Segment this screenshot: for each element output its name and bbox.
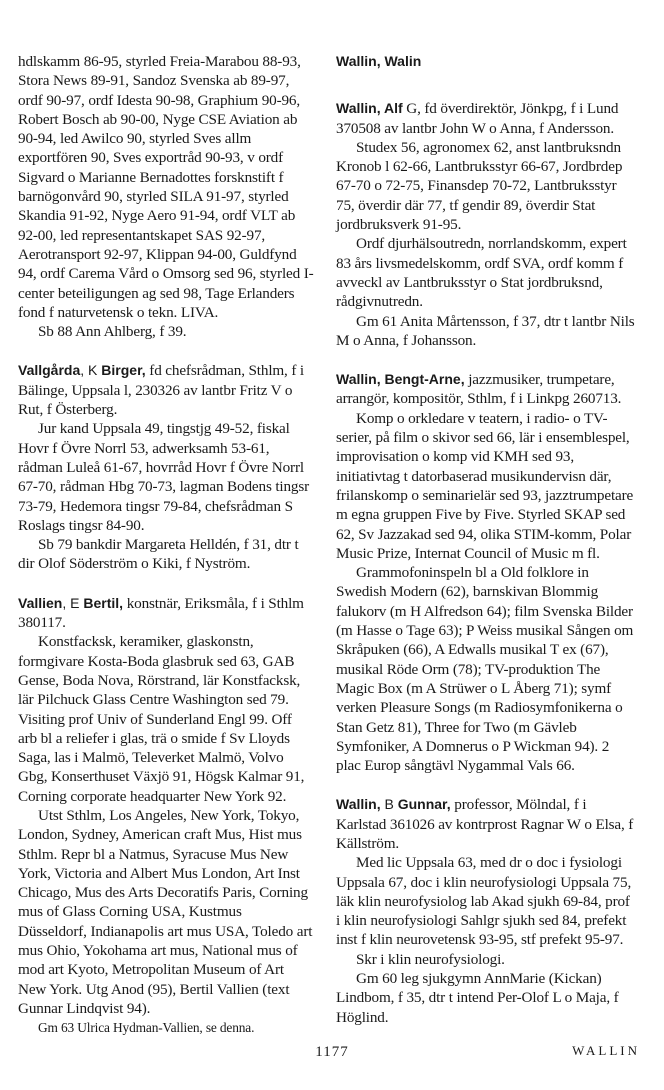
entry-tasks: Ordf djurhälsoutredn, norrlandskomm, expert 83 års livsmedelskomm, ordf SVA, ordf komm f avveckl av Lantbruksstyr o Stat jordbruksnd, rådgivnutredn. [336, 235, 627, 311]
entry-wallin-alf [336, 99, 636, 350]
entry-career: Konstfacksk, keramiker, glaskonstn, formgivare Kosta-Boda glasbruk sed 63, GAB Gense, Boda Nova, Rörstrand, lär Konstfacksk, lär Pilchuck Glass Centre Washington sed 79. Visiting prof Univ of Sunderland Engl 99. Off arb bl a reliefer i glas, trä o smide f Sv Lloyds Saga, las i Malmö, Televerket Malmö, Volvo Gbg, Konserthuset Växjö 91, Högsk Kalmar 91, Corning corporate headquarter New York 92. [18, 633, 305, 805]
entry-intro [336, 99, 636, 138]
entry-intro-text: G, fd överdirektör, Jönkpg, f i Lund 370508 av lantbr John W o Anna, f Andersson. [336, 100, 619, 137]
running-head: WALLIN [572, 1043, 640, 1058]
entry-vallgarda [18, 361, 314, 573]
entry-career: hdlskamm 86-95, styrled Freia-Marabou 88-93, Stora News 89-91, Sandoz Svenska ab 89-97, ordf 90-97, ordf Idesta 90-98, Graphium 90-96, Robert Bosch ab 90-00, Nyge CSE Aviation ab 90-94, led Awilco 90, styrled Sves allm exportfören 90, Sves exportråd 90-93, v ordf Sigvard o Marianne Bernadottes forsknstift f barnögonvård 90, styrled SILA 91-97, styrled Skandia 91-92, Nyge Aero 91-94, ordf VLT ab 92-00, led representantskapet SAS 92-97, Aerotransport 92-97, Klippan 94-00, Guldfynd 94, ordf Carema Vård o Omsorg sed 96, styrled I-center beteiligungen ag sed 98, Tage Erlanders fond f naturvetensk o tekn. LIVA. [18, 53, 314, 321]
entry-career: Med lic Uppsala 63, med dr o doc i fysiologi Uppsala 67, doc i klin neurofysiologi Uppsala 75, läk klin neurofysiolog lab Akad sjukh 69-84, prof i klin neurofysiologi Sahlgr sjukh sed 84, prefekt inst f klin neurovetensk 93-95, stf prefekt 95-97. [336, 854, 632, 949]
entry-career: Studex 56, agronomex 62, anst lantbruksndn Kronob l 62-66, Lantbruksstyr 66-67, Jordbrdep 67-70 o 72-75, Finansdep 70-72, Lantbruksstyr 75, överdir där 77, tf gendir 89, överdir Stat jordbruksverk 91-95. [336, 138, 623, 234]
entry-intro-text: jazzmusiker, trumpetare, arrangör, kompositör, Sthlm, f i Linkpg 260713. [336, 371, 622, 408]
entry-intro-text: professor, Mölndal, f i Karlstad 361026 av kontrprost Ragnar W o Elsa, f Källström. [336, 796, 634, 852]
entry-family: Gm 61 Anita Mårtensson, f 37, dtr t lantbr Nils M o Anna, f Johansson. [336, 312, 635, 349]
entry-family: Gm 63 Ulrica Hydman-Vallien, se denna. [38, 1020, 255, 1036]
cross-reference-heading: Wallin, Walin [336, 53, 422, 69]
entry-intro [18, 361, 314, 419]
entry-wallin-gunnar [336, 795, 636, 1027]
entry-writings: Skr i klin neurofysiologi. [356, 950, 505, 968]
entry-surname: Wallin, [336, 796, 381, 813]
entry-intro [336, 795, 636, 853]
entry-intro-text: fd chefsrådman, Sthlm, f i Bälinge, Uppsala l, 230326 av lantbr Fritz V o Rut, f Österberg. [18, 362, 304, 419]
left-column [18, 52, 314, 1058]
entry-given-name: Gunnar, [397, 796, 451, 813]
entry-given-name: Bertil, [83, 594, 124, 611]
entry-given-name: Birger, [101, 362, 146, 379]
entry-vallien [18, 594, 314, 1038]
entry-family: Gm 60 leg sjukgymn AnnMarie (Kickan) Lindbom, f 35, dtr t intend Per-Olof L o Maja, f Höglind. [336, 970, 619, 1026]
entry-initial: B [380, 796, 398, 813]
entry-intro-text: konstnär, Eriksmåla, f i Sthlm 380117. [18, 594, 304, 632]
entry-surname: Vallien [18, 594, 63, 611]
page-number: 1177 [315, 1044, 349, 1060]
entry-name: Wallin, Bengt-Arne, [336, 371, 465, 388]
entry-initial: , E [62, 594, 84, 611]
entry-initial: , K [80, 362, 102, 379]
entry-surname: Wallin, [336, 100, 381, 117]
entry-given-name: Alf [380, 100, 403, 117]
entry-continued [18, 52, 314, 341]
entry-surname: Vallgårda [18, 362, 81, 379]
entry-career: Komp o orkledare v teatern, i radio- o TV-serier, på film o skivor sed 66, lär i ensemblespel, improvisation o komp vid KMH sed 93, initiativtag t datorbaserad musikundervisn där, frilanskomp o seminarielär sed 93, jazztrumpetare m egna gruppen Five by Five. Styrled SKAP sed 62, Sv Jazzakad sed 94, olika STIM-komm, Polar Music Prize, Internat Council of Music m fl. [336, 409, 634, 562]
entry-family: Sb 88 Ann Ahlberg, f 39. [38, 323, 187, 341]
entry-works: Grammofoninspeln bl a Old folklore in Swedish Modern (62), barnskivan Blommig falukorv (m H Alfredson 64); film Svenska Bilder (m Hasse o Tage 63); P Weiss musikal Sången om Skråpuken (66), A Edwalls musikal T ex (67), musikal Röde Orm (78); TV-produktion The Magic Box (m A Strüwer o L Åberg 71); symf verken Pleasure Songs (m Radiosymfonikerna o Stan Getz 81), Three for Two (m Gävleb Symfoniker, A Domnerus o P Wickman 94). 2 plac Europ sångtävl Nygammal Vals 66. [336, 564, 634, 775]
entry-family: Sb 79 bankdir Margareta Helldén, f 31, dtr t dir Olof Söderström o Kiki, f Nyström. [18, 536, 299, 573]
entry-exhibitions: Utst Sthlm, Los Angeles, New York, Tokyo, London, Sydney, American craft Mus, Hist mus Sthlm. Repr bl a Natmus, Syracuse Mus New York, Victoria and Albert Mus London, Art Inst Chicago, Mus des Arts Decoratifs Paris, Corning mus of Glass Corning USA, Kustmus Düsseldorf, Indianapolis art mus USA, Toledo art mus Ohio, Yokohama art mus, National mus of mod art Kyoto, Metropolitan Museum of Art New York. Utg Anod (95), Bertil Vallien (text Gunnar Lindqvist 94). [18, 806, 313, 1017]
entry-intro [18, 594, 314, 633]
entry-wallin-bengt-arne [336, 370, 636, 775]
entry-intro [336, 370, 636, 409]
right-column [336, 52, 636, 1047]
entry-career: Jur kand Uppsala 49, tingstjg 49-52, fiskal Hovr f Övre Norrl 53, adwerksamh 53-61, rådman Luleå 61-67, hovrråd Hovr f Övre Norrl 67-70, rådman Hbg 70-73, lagman Bodens tingsr 73-79, Hedemora tingsr 79-84, chefsrådman S Roslags tingsr 84-90. [18, 420, 310, 534]
